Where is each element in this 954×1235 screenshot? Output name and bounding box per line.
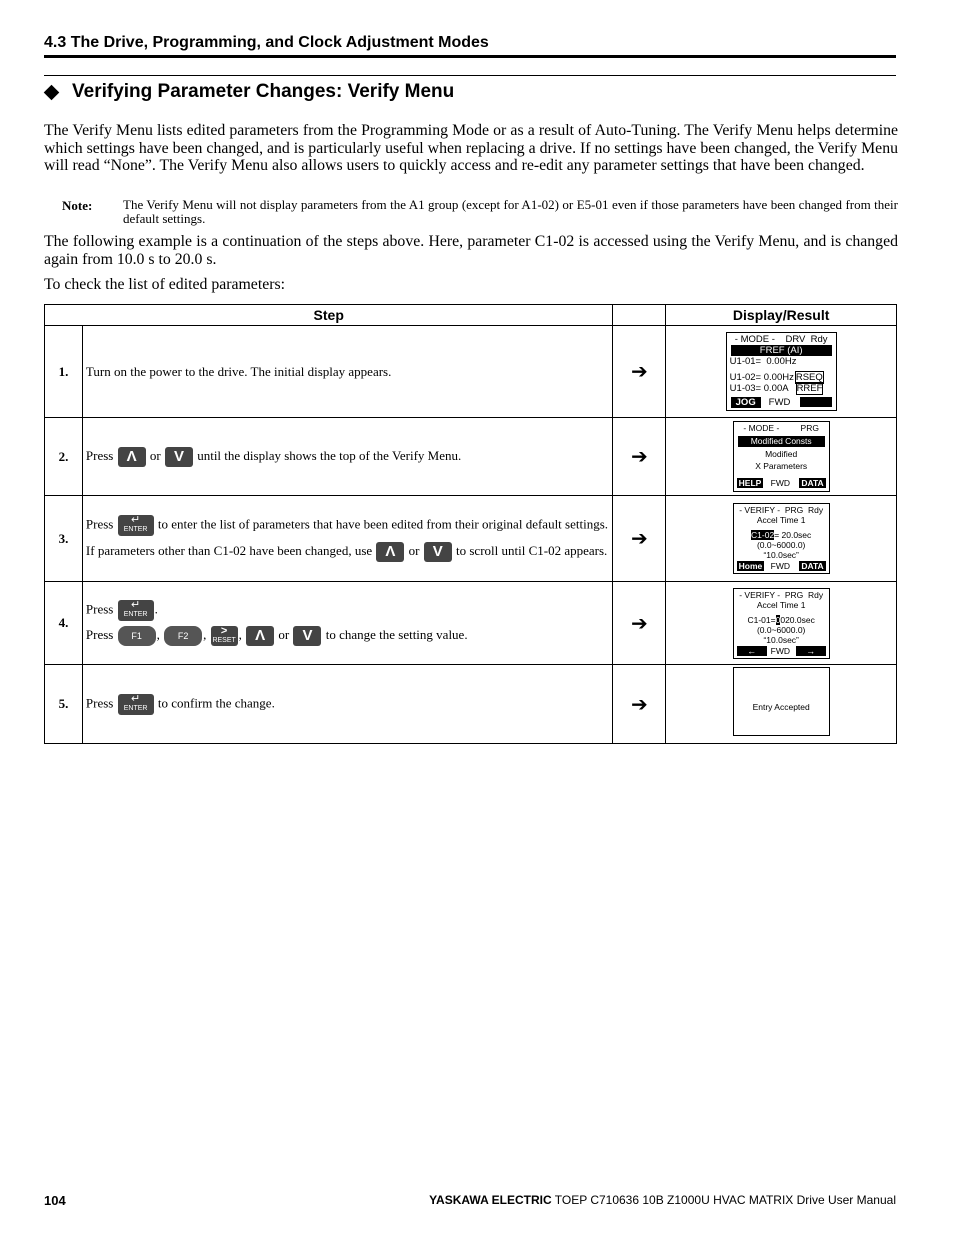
footer-brand: YASKAWA ELECTRIC xyxy=(429,1193,552,1207)
step-description xyxy=(82,326,613,418)
lcd-softkey: FWD xyxy=(770,478,791,488)
enter-key-icon: ↵ ENTER xyxy=(118,515,154,536)
lcd-line: Accel Time 1 xyxy=(756,515,806,525)
diamond-icon xyxy=(44,85,60,101)
display-result xyxy=(666,326,897,418)
example-paragraph: The following example is a continuation of the steps above. Here, parameter C1-02 is accessed using the Verify Menu, and is changed again from 10.0 s to 20.0 s. xyxy=(44,233,898,268)
lcd-softkey: DATA xyxy=(801,561,824,571)
f2-key-icon: F2 xyxy=(164,626,202,646)
lcd-softkey: FWD xyxy=(770,561,791,571)
lcd-line: = 20.0sec xyxy=(774,530,812,540)
lcd-display-accepted xyxy=(733,667,830,736)
arrow-icon: ➔ xyxy=(613,496,666,582)
table-row xyxy=(45,582,897,665)
lcd-line: Accel Time 1 xyxy=(756,599,806,610)
step-number: 4. xyxy=(45,582,83,665)
enter-key-icon: ↵ ENTER xyxy=(118,694,154,715)
step-number: 3. xyxy=(45,496,83,582)
arrow-icon: ➔ xyxy=(613,418,666,496)
step-text: . xyxy=(154,601,158,617)
lcd-cursor: 0 xyxy=(775,614,781,625)
lcd-softkey: HELP xyxy=(738,478,762,488)
step-text: or xyxy=(278,626,290,642)
footer-text xyxy=(429,1193,896,1207)
step-text: Press xyxy=(85,626,114,642)
lcd-softkey: DATA xyxy=(801,478,824,488)
arrow-icon: ➔ xyxy=(613,582,666,665)
lcd-line: (0.0~6000.0) xyxy=(756,540,806,550)
enter-key-icon: ↵ ENTER xyxy=(118,600,154,621)
page-number: 104 xyxy=(44,1193,66,1208)
lcd-line: Modified xyxy=(765,449,798,459)
reset-key-icon: > RESET xyxy=(212,625,236,644)
procedure-intro: To check the list of edited parameters: xyxy=(44,276,286,293)
step-number: 1. xyxy=(45,326,83,418)
lcd-line: U1-03= 0.00A xyxy=(729,383,789,394)
lcd-display-edit xyxy=(733,588,830,659)
step-text: until the display shows the top of the Verify Menu. xyxy=(197,447,462,463)
lcd-line: - MODE - DRV Rdy xyxy=(734,334,828,345)
step-text: If parameters other than C1-02 have been changed, use xyxy=(85,542,373,558)
lcd-line: (0.0~6000.0) xyxy=(756,624,806,635)
step-text: Turn on the power to the drive. The initial display appears. xyxy=(85,364,392,379)
lcd-line: - MODE - PRG xyxy=(743,423,819,433)
step-text: , xyxy=(203,626,207,642)
lcd-softkey: FWD xyxy=(770,645,791,656)
lcd-softkey: JOG xyxy=(731,397,761,408)
step-text: to enter the list of parameters that have been edited from their original default settings. xyxy=(157,516,609,532)
step-text: to confirm the change. xyxy=(157,694,275,710)
table-row xyxy=(45,665,897,744)
lcd-line: Modified Consts xyxy=(738,436,825,447)
step-text: , xyxy=(156,626,160,642)
lcd-message: Entry Accepted xyxy=(752,702,810,712)
lcd-line: “10.0sec” xyxy=(763,634,799,645)
lcd-display-mode xyxy=(733,421,830,492)
step-text: or xyxy=(408,542,420,558)
section-rule xyxy=(44,75,896,76)
step-text: Press xyxy=(85,694,114,710)
up-arrow-key-icon: Λ xyxy=(376,542,404,562)
lcd-line: X Parameters xyxy=(755,461,808,471)
result-column-header: Display/Result xyxy=(666,305,897,326)
table-row xyxy=(45,418,897,496)
lcd-line: U1-01= 0.00Hz xyxy=(729,356,797,367)
lcd-tag: RSEQ xyxy=(795,372,823,383)
down-arrow-key-icon: V xyxy=(165,447,193,467)
step-text: Press xyxy=(85,516,114,532)
section-header: 4.3 The Drive, Programming, and Clock Adjustment Modes xyxy=(44,34,489,51)
arrow-icon: ➔ xyxy=(613,326,666,418)
lcd-param: C1-01= xyxy=(747,614,776,625)
step-text: or xyxy=(149,447,161,463)
lcd-display-verify xyxy=(733,503,830,574)
display-result xyxy=(666,665,897,744)
step-description xyxy=(82,496,613,582)
lcd-softkey: FWD xyxy=(768,397,791,408)
lcd-line: 020.0sec xyxy=(780,614,815,625)
lcd-line: - VERIFY - PRG Rdy xyxy=(739,505,824,515)
display-result xyxy=(666,582,897,665)
down-arrow-key-icon: V xyxy=(424,542,452,562)
footer-doc: TOEP C710636 10B Z1000U HVAC MATRIX Drive User Manual xyxy=(551,1193,896,1207)
step-number: 2. xyxy=(45,418,83,496)
lcd-line: “10.0sec” xyxy=(763,550,799,560)
lcd-line: - VERIFY - PRG Rdy xyxy=(739,589,824,600)
lcd-softkey xyxy=(800,397,832,407)
step-text: Press xyxy=(85,601,114,617)
step-number: 5. xyxy=(45,665,83,744)
step-text: to scroll until C1-02 appears. xyxy=(456,542,608,558)
table-row xyxy=(45,496,897,582)
lcd-line: FREF (AI) xyxy=(731,345,832,356)
step-column-header: Step xyxy=(45,305,613,326)
step-description xyxy=(82,665,613,744)
step-text: , xyxy=(238,626,242,642)
lcd-softkey: Home xyxy=(738,561,763,571)
up-arrow-key-icon: Λ xyxy=(118,447,146,467)
table-row xyxy=(45,326,897,418)
section-title: Verifying Parameter Changes: Verify Menu xyxy=(72,81,455,102)
display-result xyxy=(666,496,897,582)
up-arrow-key-icon: Λ xyxy=(246,626,274,646)
arrow-column-header xyxy=(613,305,666,326)
right-arrow-icon: → xyxy=(796,646,826,656)
steps-table xyxy=(44,304,897,744)
step-text: Press xyxy=(85,447,114,463)
left-arrow-icon: ← xyxy=(737,646,767,656)
note-text: The Verify Menu will not display parameters from the A1 group (except for A1-02) or E5-01 even if those parameters have been changed from their default settings. xyxy=(123,197,898,226)
note-label: Note: xyxy=(62,198,93,213)
step-text: to change the setting value. xyxy=(325,626,468,642)
lcd-tag: RREF xyxy=(796,383,823,394)
f1-key-icon: F1 xyxy=(118,626,156,646)
lcd-param: C1-02 xyxy=(751,530,775,540)
step-description xyxy=(82,582,613,665)
display-result xyxy=(666,418,897,496)
table-header-row xyxy=(45,305,897,326)
lcd-line: U1-02= 0.00Hz xyxy=(729,372,794,383)
arrow-icon: ➔ xyxy=(613,665,666,744)
intro-paragraph: The Verify Menu lists edited parameters from the Programming Mode or as a result of Auto-Tuning. The Verify Menu helps determine which settings have been changed, and is particularly useful when replacing a drive. If no settings have been changed, the Verify Menu will read “None”. The Verify Menu also allows users to quickly access and re-edit any parameter settings that have been changed. xyxy=(44,122,898,174)
step-description xyxy=(82,418,613,496)
lcd-display-initial xyxy=(726,332,837,411)
down-arrow-key-icon: V xyxy=(293,626,321,646)
header-rule xyxy=(44,55,896,58)
